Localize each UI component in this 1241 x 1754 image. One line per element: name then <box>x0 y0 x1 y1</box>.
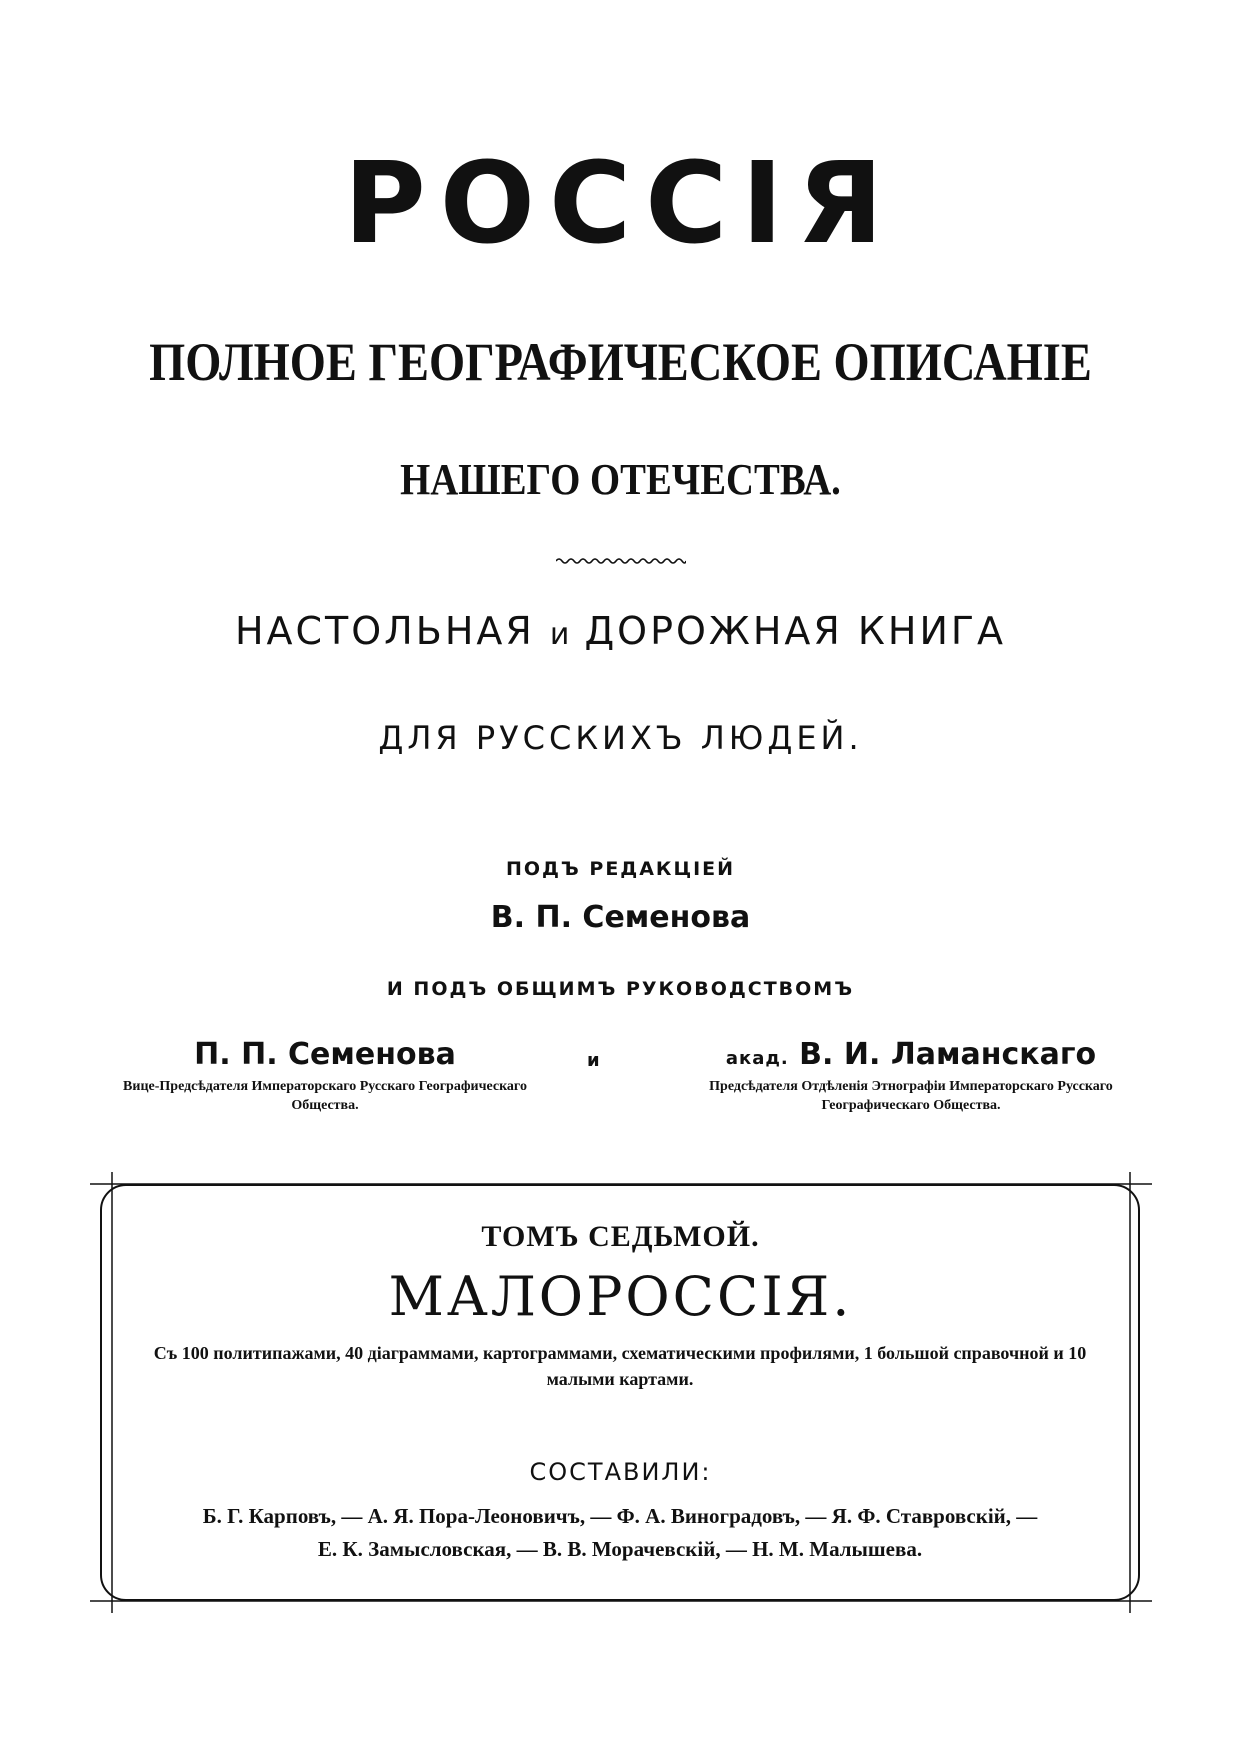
leader-right-name: В. И. Ламанскаго <box>799 1037 1097 1072</box>
for-people: ДЛЯ РУССКИХЪ ЛЮДЕЙ. <box>378 719 863 757</box>
compiled-by-label: СОСТАВИЛИ: <box>529 1458 712 1486</box>
leader-left-title: Вице-Предсѣдателя Императорскаго Русскаго Географическаго Общества. <box>123 1079 527 1113</box>
edited-by-label: ПОДЪ РЕДАКЦІЕЙ <box>505 858 736 880</box>
leader-right-prefix: акад. <box>725 1048 789 1069</box>
book-conjunction: и <box>549 617 570 652</box>
subtitle-line-2: НАШЕГО ОТЕЧЕСТВА. <box>400 455 841 504</box>
authors-line-1: Б. Г. Карповъ, — А. Я. Пора-Леоновичъ, — Ф. А. Виноградовъ, — Я. Ф. Ставровскій, — <box>202 1504 1038 1528</box>
main-title: РОССІЯ <box>343 139 898 269</box>
leader-left-name: П. П. Семенова <box>194 1037 456 1072</box>
book-part-1: НАСТОЛЬНАЯ <box>234 609 535 653</box>
authors-line-2: Е. К. Замысловская, — В. В. Морачевскій, — Н. М. Малышева. <box>317 1536 923 1561</box>
leader-right-title: Предсѣдателя Отдѣленія Этнографіи Императорскаго Русскаго Географическаго Общества. <box>709 1079 1113 1113</box>
authors-list <box>125 1500 1115 1565</box>
direction-label: И ПОДЪ ОБЩИМЪ РУКОВОДСТВОМЪ <box>386 978 855 1000</box>
book-part-2: ДОРОЖНАЯ КНИГА <box>584 609 1007 653</box>
volume-number: ТОМЪ СЕДЬМОЙ. <box>481 1220 760 1253</box>
volume-region: МАЛОРОССІЯ. <box>388 1265 853 1328</box>
editor-name: В. П. Семенова <box>490 900 751 935</box>
volume-contents: Съ 100 политипажами, 40 діаграммами, картограммами, схематическими профилями, 1 большой справочной и 10 малыми картами. <box>153 1343 1087 1390</box>
leader-conjunction: и <box>587 1050 600 1071</box>
subtitle-line-1: ПОЛНОЕ ГЕОГРАФИЧЕСКОЕ ОПИСАНІЕ <box>149 332 1092 392</box>
